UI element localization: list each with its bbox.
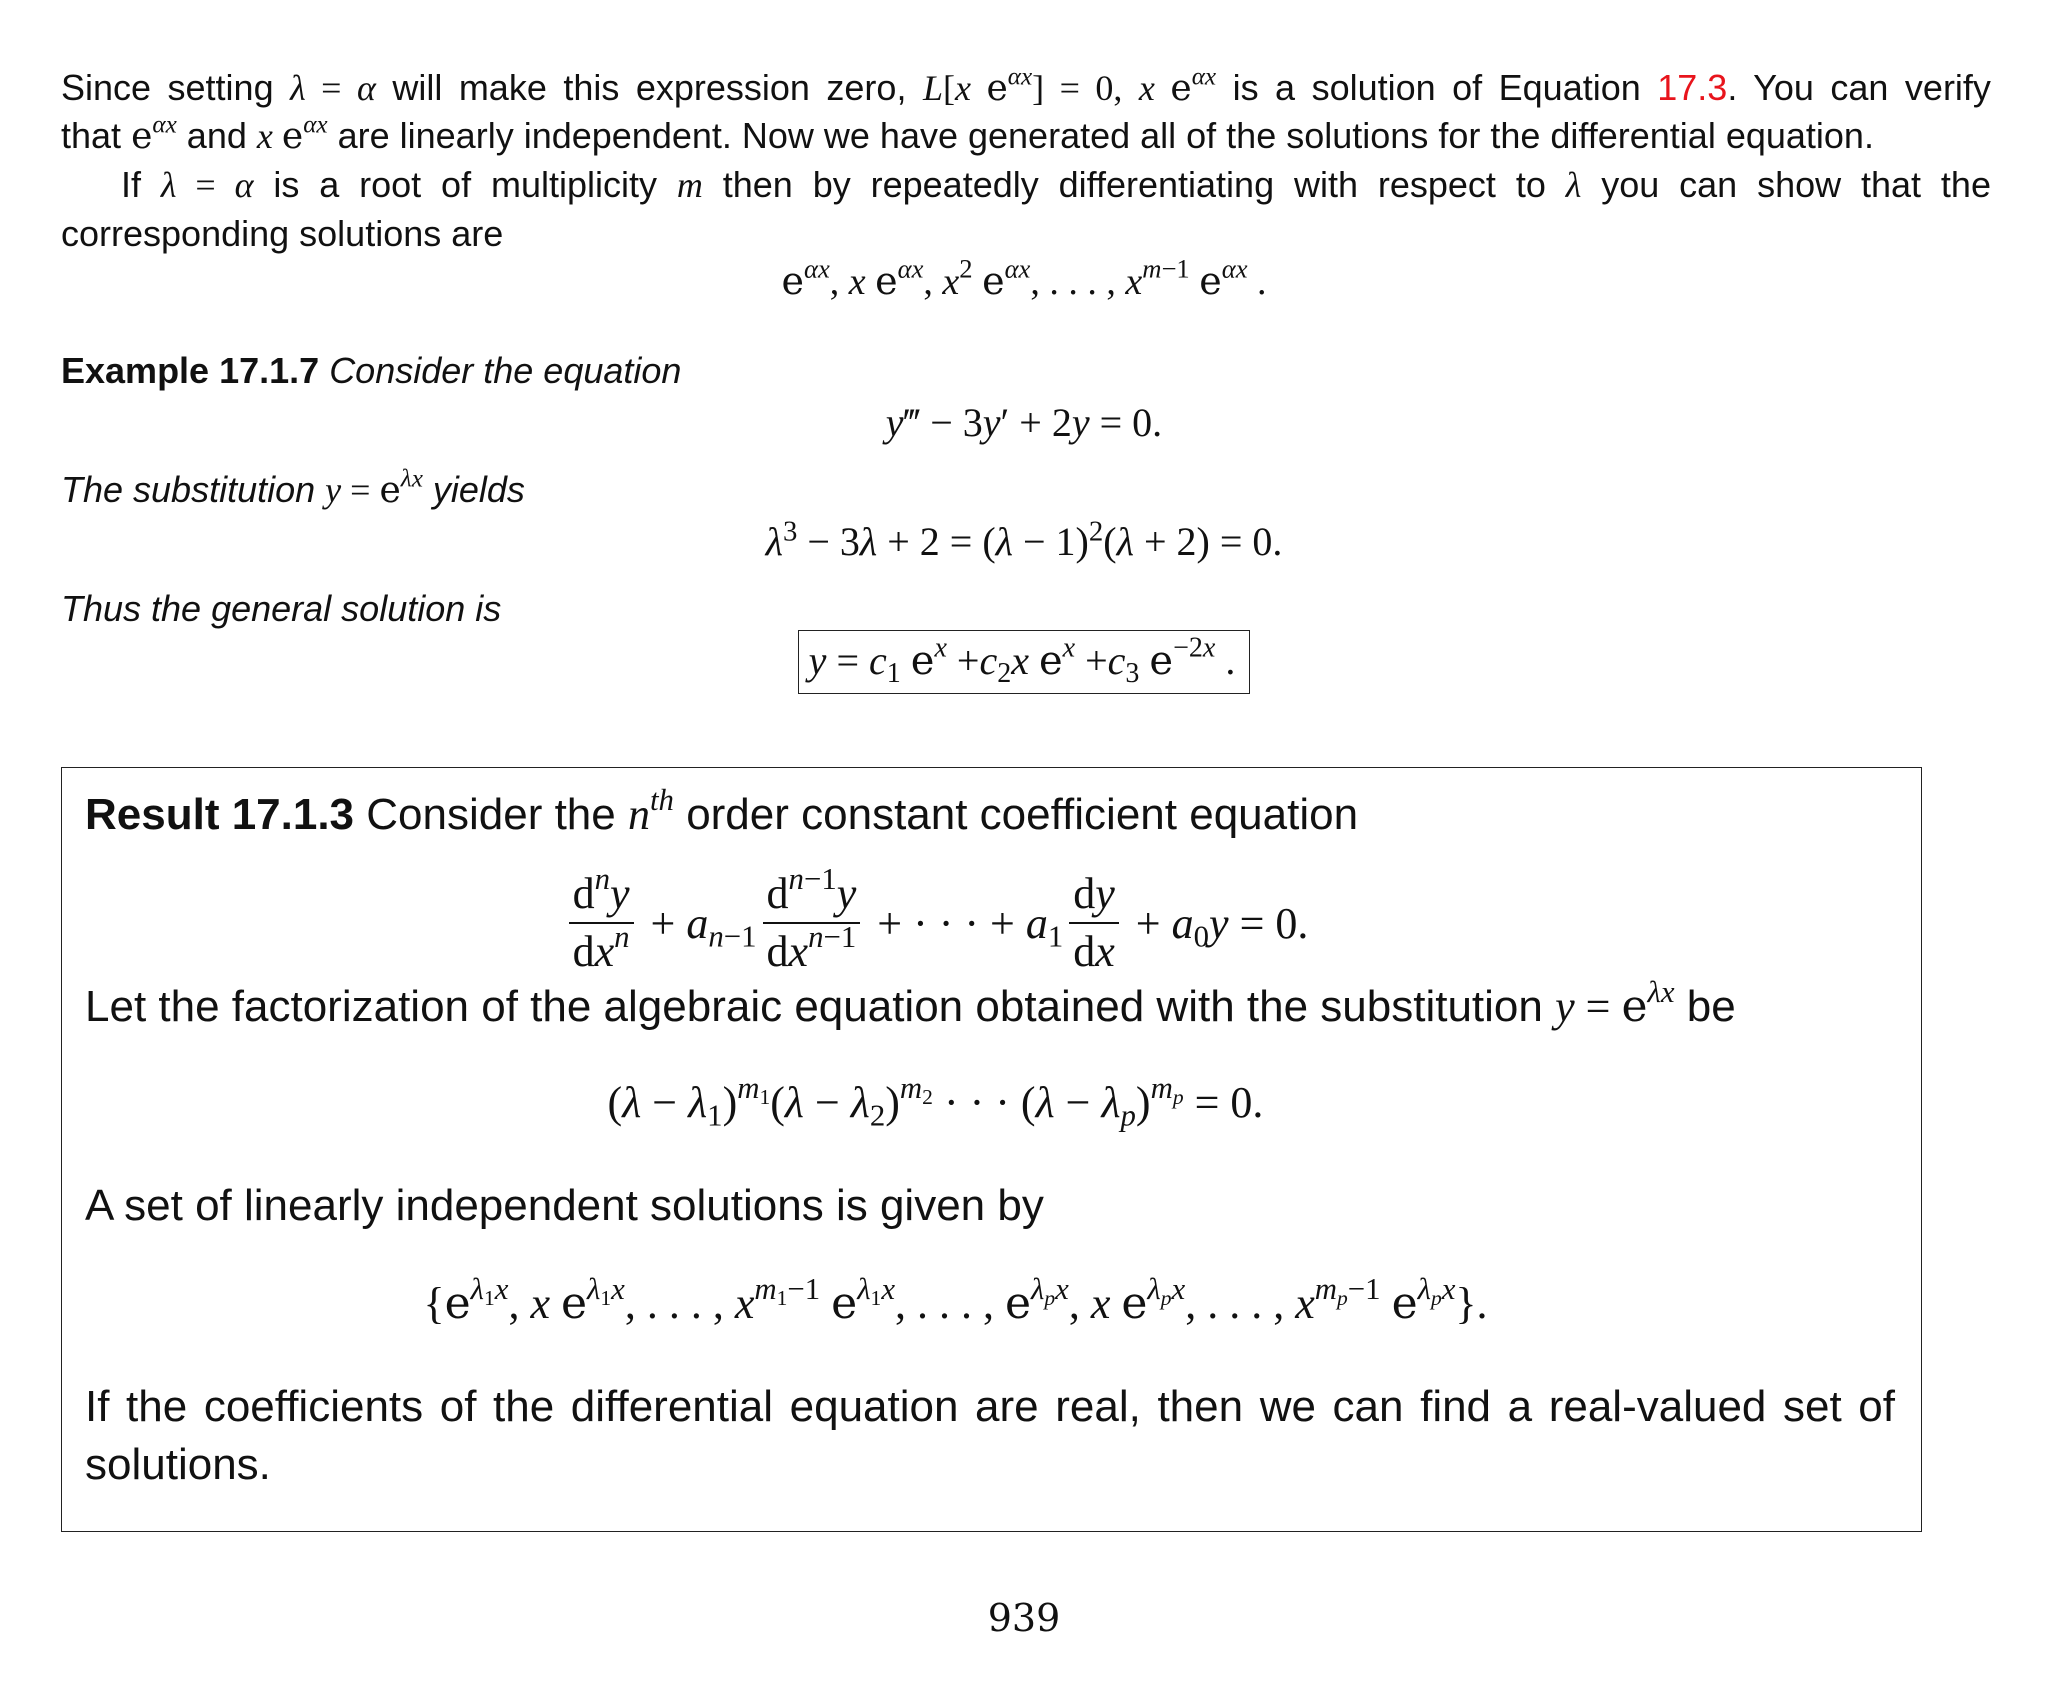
display-equation-characteristic: $\lambda^3 - 3\lambda + 2 = (\lambda - 1)^2(\lambda + 2) = 0$. [765, 515, 1283, 564]
text-span: Thus the general solution is [61, 588, 502, 629]
display-equation-ode: y‴ − 3y′ + 2y = 0. [885, 400, 1163, 445]
display-equation-solutions: $e^{\alpha x}$, x $e^{\alpha x}$, $x^2$ $e^{\alpha x}$, . . . , $x^{m-1}$ $e^{\alpha x}$ . [781, 253, 1267, 303]
result-set-line [85, 1177, 1044, 1235]
display-equation-nth-order: $\frac{d^ny}{dx^n}$ + $a_{n-1}$ $\frac{d^{n-1}y}{dx^{n-1}}$ + · · · + $a_1$ $\frac{dy}{dx}$ + $a_0y = 0$. [62, 868, 1921, 974]
text-span: solutions. [85, 1440, 271, 1489]
math-x-exp: x $e^{\alpha x}$ [256, 111, 328, 157]
paragraph-2-line-2 [61, 210, 503, 258]
fraction-dn1y-dxn1: $\frac{d^{n-1}y}{dx^{n-1}}$ [763, 872, 861, 974]
math-m: m [676, 165, 703, 205]
text-span: Since setting [61, 67, 274, 108]
math-x-exp: x $e^{\alpha x}$ [1138, 63, 1217, 109]
math-lambda-eq-alpha: λ = α [160, 165, 254, 205]
math-lambda-eq-alpha: λ = α [290, 68, 376, 108]
result-factorization-line [85, 974, 1736, 1036]
text-span: and [186, 115, 247, 156]
text-span: are linearly independent. Now we have generated all of the solutions for the differential equation. [337, 115, 1874, 156]
example-intro: Consider the equation [329, 350, 682, 391]
text-span: will make this expression zero, [392, 67, 907, 108]
result-box [61, 767, 1922, 1532]
page-number: 939 [987, 1596, 1061, 1640]
text-span: that [61, 115, 122, 156]
math-lambda: λ [1565, 165, 1582, 205]
result-final-line-1 [85, 1378, 1895, 1436]
math-n-th: $n^{th}$ [627, 782, 674, 839]
math-exp: $e^{\alpha x}$ [131, 111, 177, 157]
text-span: If [121, 164, 142, 205]
text-span: The substitution [61, 469, 316, 510]
math-substitution: $y = e^{\lambda x}$ [1555, 974, 1675, 1032]
example-heading [61, 347, 681, 395]
text-span: then by repeatedly differentiating with respect to [722, 164, 1546, 205]
example-label: Example 17.1.7 [61, 350, 320, 391]
display-equation-solution-set: {$e^{\lambda_1x}$, x $e^{\lambda_1x}$, . . . , $x^{m_1-1}$ $e^{\lambda_1x}$, . . . , $e^{\lambda_px}$, x $e^{\lambda_px}$, . . . , $x^{m_p-1}$ $e^{\lambda_px}$}. [423, 1271, 1488, 1329]
math-operator-expression: L[x $e^{\alpha x}] = 0$, [922, 63, 1123, 109]
text-span: you can show that the [1601, 164, 1991, 205]
boxed-general-solution: $y = c_1$ $e^x +c_2x$ $e^x +c_3$ $e^{-2x}$ . [798, 630, 1251, 694]
text-span: is a root of multiplicity [273, 164, 657, 205]
result-heading [85, 782, 1359, 844]
text-span: . You can verify [1727, 67, 1991, 108]
display-boxed-solution [0, 630, 2048, 694]
fraction-dny-dxn: $\frac{d^ny}{dx^n}$ [569, 872, 634, 974]
result-final-line-2 [85, 1436, 271, 1494]
result-label: Result 17.1.3 [85, 790, 355, 839]
text-span: A set of linearly independent solutions is given by [85, 1181, 1044, 1230]
paragraph-1-line-2 [61, 112, 1874, 161]
example-general-line [61, 585, 501, 633]
math-substitution: $y = e^{\lambda x}$ [325, 465, 423, 511]
fraction-dy-dx: $\frac{dy}{dx}$ [1069, 872, 1119, 974]
equation-ref[interactable]: 17.3 [1657, 67, 1728, 108]
text-span: order constant coefficient equation [686, 790, 1359, 839]
example-substitution-line [61, 466, 525, 515]
text-span: is a solution of Equation [1232, 67, 1641, 108]
paragraph-1-line-1 [61, 64, 1991, 113]
text-span: be [1686, 982, 1736, 1031]
text-span: Let the factorization of the algebraic equation obtained with the substitution [85, 982, 1543, 1031]
paragraph-2-line-1 [121, 161, 1991, 209]
text-span: corresponding solutions are [61, 213, 504, 254]
display-equation-factorization: $(\lambda - \lambda_1)^{m_1}(\lambda - \lambda_2)^{m_2}$ · · · $(\lambda - \lambda_p)^{m_p} = 0$. [607, 1070, 1264, 1133]
equation-reference-link[interactable] [1657, 67, 1991, 108]
text-span: yields [432, 469, 525, 510]
text-span: Consider the [366, 790, 616, 839]
text-span: If the coefficients of the differential equation are real, then we can find a real-valued set of [85, 1382, 1895, 1431]
